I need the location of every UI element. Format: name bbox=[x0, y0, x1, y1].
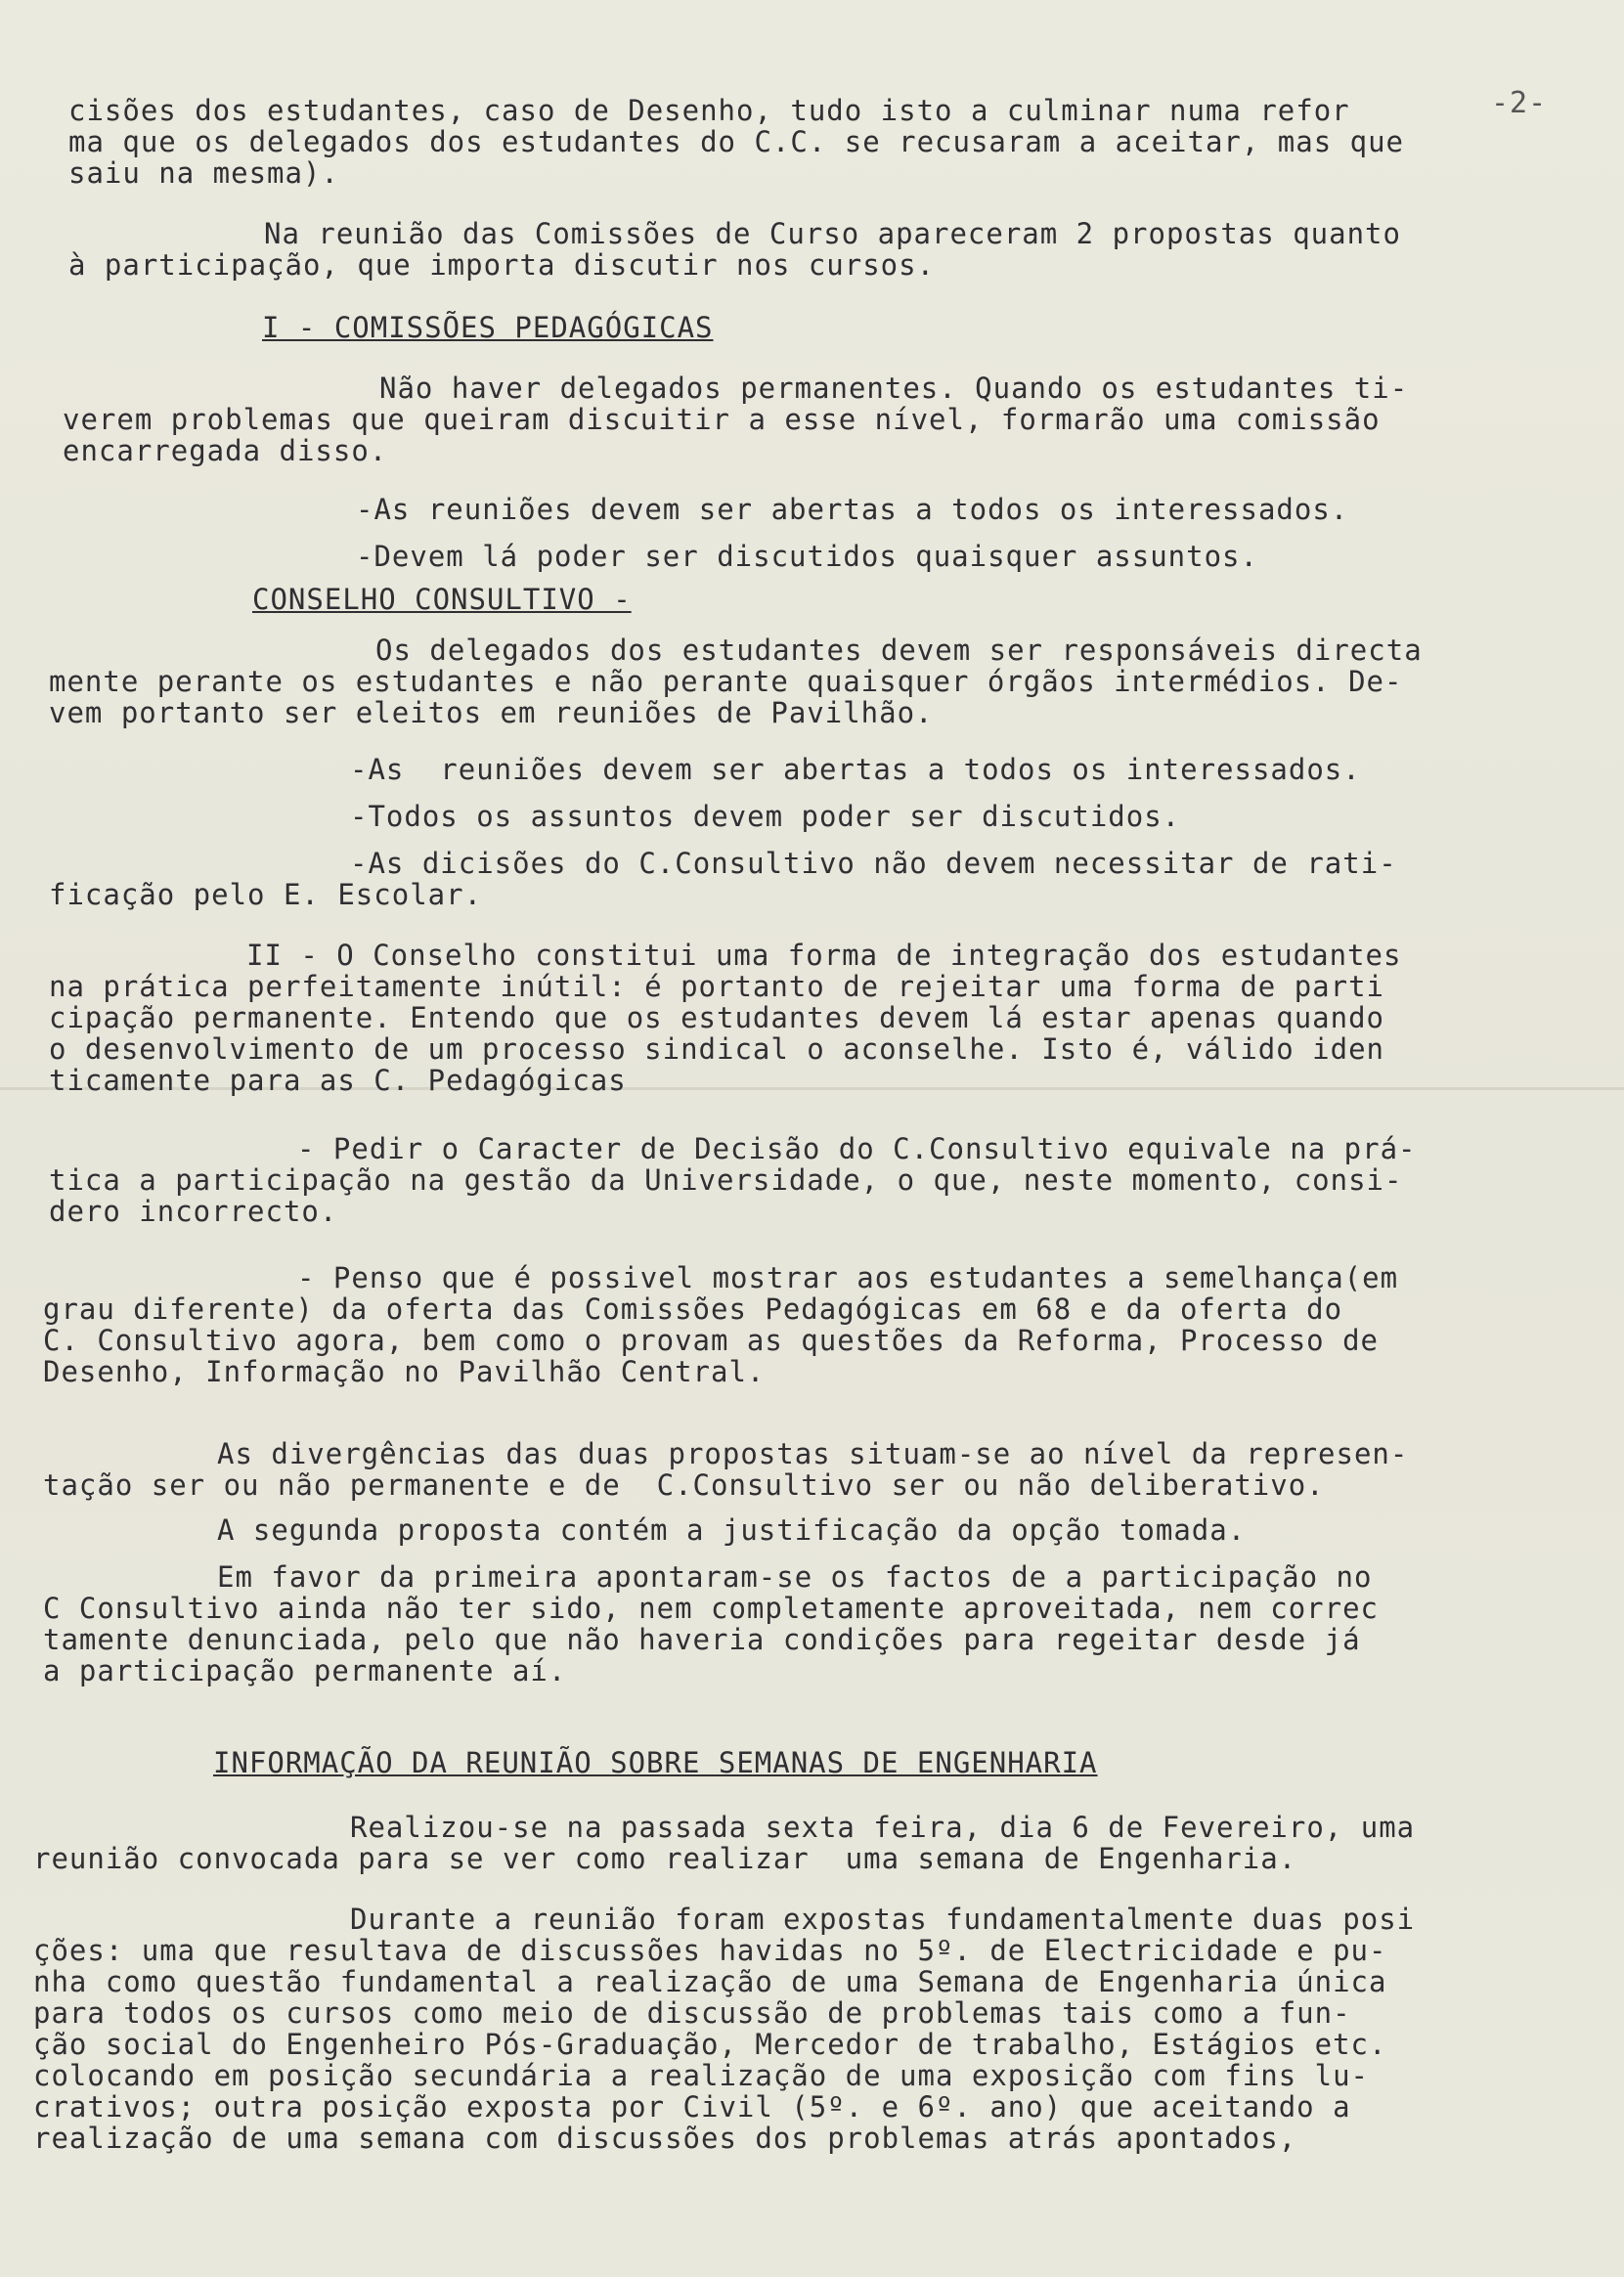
text-line: realização de uma semana com discussões dos problemas atrás apontados, bbox=[33, 2122, 1297, 2155]
text-line: tamente denunciada, pelo que não haveria condições para regeitar desde já bbox=[43, 1623, 1361, 1656]
text-line: cipação permanente. Entendo que os estudantes devem lá estar apenas quando bbox=[49, 1001, 1385, 1034]
text-line: vem portanto ser eleitos em reuniões de Pavilhão. bbox=[49, 696, 934, 729]
text-line: ções: uma que resultava de discussões havidas no 5º. de Electricidade e pu- bbox=[33, 1934, 1387, 1967]
text-line: tica a participação na gestão da Universidade, o que, neste momento, consi- bbox=[49, 1163, 1403, 1197]
text-line: Durante a reunião foram expostas fundamentalmente duas posi bbox=[350, 1903, 1416, 1936]
text-line: crativos; outra posição exposta por Civil (5º. e 6º. ano) que aceitando a bbox=[33, 2090, 1351, 2124]
text-line: grau diferente) da oferta das Comissões Pedagógicas em 68 e da oferta do bbox=[43, 1292, 1343, 1326]
text-line: -As dicisões do C.Consultivo não devem necessitar de rati- bbox=[350, 847, 1397, 880]
section-heading: CONSELHO CONSULTIVO - bbox=[252, 583, 632, 616]
text-line: Desenho, Informação no Pavilhão Central. bbox=[43, 1355, 766, 1388]
text-line: II - O Conselho constitui uma forma de integração dos estudantes bbox=[246, 939, 1402, 972]
text-line: nha como questão fundamental a realização de uma Semana de Engenharia única bbox=[33, 1965, 1387, 1998]
text-line: C. Consultivo agora, bem como o provam as questões da Reforma, Processo de bbox=[43, 1324, 1380, 1357]
text-line: para todos os cursos como meio de discussão de problemas tais como a fun- bbox=[33, 1996, 1351, 2030]
text-line: verem problemas que queiram discuitir a esse nível, formarão uma comissão bbox=[63, 403, 1381, 436]
text-line: - Penso que é possivel mostrar aos estudantes a semelhança(em bbox=[297, 1261, 1399, 1294]
text-line: Em favor da primeira apontaram-se os factos de a participação no bbox=[217, 1560, 1373, 1594]
text-line: Não haver delegados permanentes. Quando os estudantes ti- bbox=[379, 372, 1409, 405]
text-line: dero incorrecto. bbox=[49, 1195, 338, 1228]
text-line: ticamente para as C. Pedagógicas bbox=[49, 1064, 627, 1097]
text-line: colocando em posição secundária a realização de uma exposição com fins lu- bbox=[33, 2059, 1370, 2092]
text-line: ficação pelo E. Escolar. bbox=[49, 878, 483, 911]
text-line: reunião convocada para se ver como realizar uma semana de Engenharia. bbox=[33, 1842, 1297, 1875]
text-line: Realizou-se na passada sexta feira, dia 6 de Fevereiro, uma bbox=[350, 1811, 1416, 1844]
text-line: encarregada disso. bbox=[63, 434, 388, 467]
page-number: -2- bbox=[1491, 86, 1548, 120]
text-line: -As reuniões devem ser abertas a todos os interessados. bbox=[356, 493, 1349, 526]
text-line: -As reuniões devem ser abertas a todos os interessados. bbox=[350, 753, 1361, 786]
text-line: A segunda proposta contém a justificação da opção tomada. bbox=[217, 1513, 1247, 1547]
text-line: Os delegados dos estudantes devem ser responsáveis directa bbox=[375, 634, 1423, 667]
section-heading: I - COMISSÕES PEDAGÓGICAS bbox=[262, 311, 714, 344]
text-line: o desenvolvimento de um processo sindical o aconselhe. Isto é, válido iden bbox=[49, 1032, 1385, 1066]
text-line: As divergências das duas propostas situam-se ao nível da represen- bbox=[217, 1437, 1409, 1470]
text-line: Na reunião das Comissões de Curso apareceram 2 propostas quanto bbox=[264, 217, 1401, 250]
text-line: a participação permanente aí. bbox=[43, 1654, 567, 1687]
text-line: à participação, que importa discutir nos cursos. bbox=[68, 248, 936, 282]
text-line: saiu na mesma). bbox=[68, 156, 339, 190]
text-line: -Todos os assuntos devem poder ser discutidos. bbox=[350, 800, 1181, 833]
text-line: cisões dos estudantes, caso de Desenho, tudo isto a culminar numa refor bbox=[68, 94, 1350, 127]
text-line: mente perante os estudantes e não perante quaisquer órgãos intermédios. De- bbox=[49, 665, 1403, 698]
text-line: C Consultivo ainda não ter sido, nem completamente aproveitada, nem correc bbox=[43, 1592, 1380, 1625]
text-line: na prática perfeitamente inútil: é portanto de rejeitar uma forma de parti bbox=[49, 970, 1385, 1003]
text-line: - Pedir o Caracter de Decisão do C.Consultivo equivale na prá- bbox=[297, 1132, 1417, 1165]
text-line: tação ser ou não permanente e de C.Consultivo ser ou não deliberativo. bbox=[43, 1468, 1325, 1502]
section-heading: INFORMAÇÃO DA REUNIÃO SOBRE SEMANAS DE ENGENHARIA bbox=[213, 1746, 1098, 1779]
text-line: ção social do Engenheiro Pós-Graduação, Mercedor de trabalho, Estágios etc. bbox=[33, 2028, 1387, 2061]
text-line: -Devem lá poder ser discutidos quaisquer assuntos. bbox=[356, 540, 1258, 573]
text-line: ma que os delegados dos estudantes do C.C. se recusaram a aceitar, mas que bbox=[68, 125, 1405, 158]
